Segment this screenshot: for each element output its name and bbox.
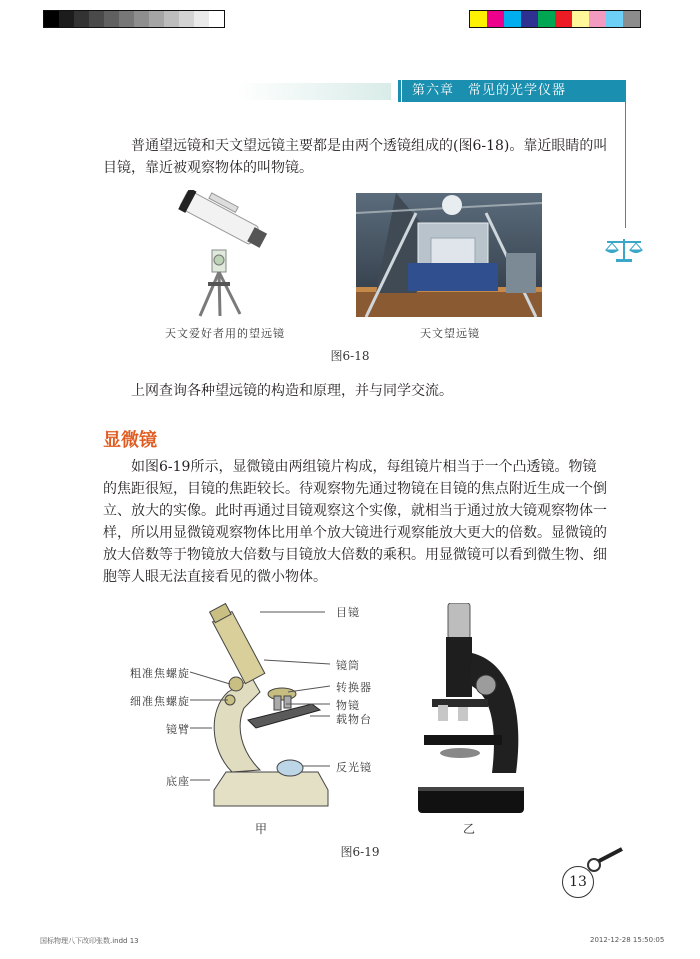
gray-swatch — [179, 11, 194, 27]
page-number: 13 — [562, 866, 594, 898]
label-stage: 载物台 — [336, 713, 372, 726]
gray-swatch — [59, 11, 74, 27]
color-swatch — [572, 11, 589, 27]
footer-file-name: 国标物理八下改印张数.indd 13 — [40, 937, 139, 945]
color-swatch — [555, 11, 572, 27]
fig-6-18-left-caption: 天文爱好者用的望远镜 — [165, 327, 285, 340]
label-fine-focus: 细准焦螺旋 — [130, 695, 190, 708]
gray-swatch — [44, 11, 59, 27]
gray-swatch — [149, 11, 164, 27]
fig-6-19-sub-a: 甲 — [254, 822, 267, 836]
gray-swatch — [164, 11, 179, 27]
chapter-header-tick — [398, 80, 401, 102]
fig-6-19-sub-b: 乙 — [462, 822, 475, 836]
color-swatch — [623, 11, 640, 27]
label-tube: 镜筒 — [336, 659, 360, 672]
color-swatch — [589, 11, 606, 27]
gray-swatch — [104, 11, 119, 27]
balance-scale-icon — [604, 236, 644, 264]
label-mirror: 反光镜 — [336, 761, 372, 774]
observatory-telescope-image — [356, 193, 542, 317]
gray-swatch — [89, 11, 104, 27]
section-body: 如图6-19所示，显微镜由两组镜片构成，每组镜片相当于一个凸透镜。物镜的焦距很短，目镜的焦距较长。待观察物先通过物镜在目镜的焦点附近生成一个倒立、放大的实像。此时再通过目镜观察这个实像，就相当于通过放大镜观察物体一样，所以用显微镜观察物体比用单个放大镜进行观察能放大更大的倍数。显微镜的放大倍数等于物镜放大倍数与目镜放大倍数的乘积。用显微镜可以看到微生物、细胞等人眼无法直接看见的微小物体。 — [103, 459, 607, 585]
intro-paragraph: 普通望远镜和天文望远镜主要都是由两个透镜组成的(图6-18)。靠近眼睛的叫目镜，靠近被观察物体的叫物镜。 — [103, 138, 608, 176]
amateur-telescope-image — [170, 190, 280, 318]
color-swatch — [470, 11, 487, 27]
color-calibration-bar — [469, 10, 641, 28]
color-swatch — [504, 11, 521, 27]
fig-6-19-label: 图6-19 — [340, 845, 380, 859]
activity-paragraph: 上网查询各种望远镜的构造和原理，并与同学交流。 — [131, 383, 453, 399]
label-converter: 转换器 — [336, 681, 372, 694]
chapter-title: 第六章 常见的光学仪器 — [402, 80, 626, 102]
gray-swatch — [209, 11, 224, 27]
footer-date: 2012-12-28 15:50:05 — [590, 936, 665, 944]
color-swatch — [521, 11, 538, 27]
margin-rule — [625, 100, 626, 228]
label-arm: 镜臂 — [166, 723, 190, 736]
section-title: 显微镜 — [103, 430, 157, 451]
gray-swatch — [194, 11, 209, 27]
grayscale-calibration-bar — [43, 10, 225, 28]
fig-6-18-label: 图6-18 — [330, 349, 370, 363]
label-eyepiece: 目镜 — [336, 606, 360, 619]
label-objective: 物镜 — [336, 699, 360, 712]
color-swatch — [606, 11, 623, 27]
label-base: 底座 — [166, 775, 190, 788]
color-swatch — [538, 11, 555, 27]
color-swatch — [487, 11, 504, 27]
microscope-photo — [412, 603, 530, 817]
chapter-header-gradient — [236, 83, 391, 100]
magnifier-icon — [586, 847, 626, 873]
gray-swatch — [74, 11, 89, 27]
diagram-leader-lines — [190, 600, 340, 820]
gray-swatch — [119, 11, 134, 27]
gray-swatch — [134, 11, 149, 27]
label-coarse-focus: 粗准焦螺旋 — [130, 667, 190, 680]
fig-6-18-right-caption: 天文望远镜 — [420, 327, 480, 340]
